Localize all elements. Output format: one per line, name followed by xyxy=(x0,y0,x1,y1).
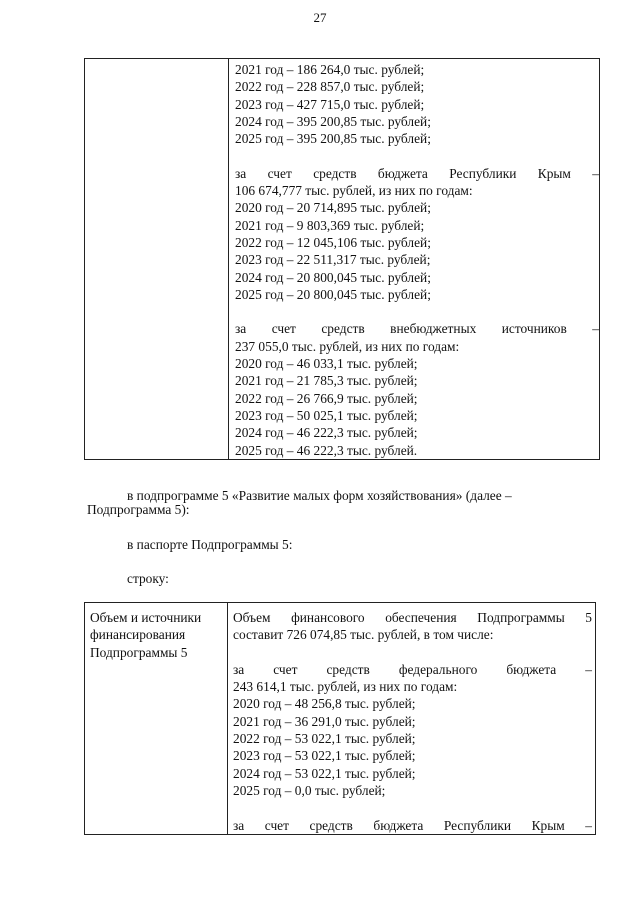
subprogram5-paragraph-cont: Подпрограмма 5): xyxy=(87,502,190,517)
year-line: 2024 год – 20 800,045 тыс. рублей; xyxy=(235,269,431,285)
year-line: 2025 год – 20 800,045 тыс. рублей; xyxy=(235,286,431,302)
year-line: 2023 год – 427 715,0 тыс. рублей; xyxy=(235,96,425,112)
federal-budget-heading: за счет средств федерального бюджета – xyxy=(233,661,592,677)
year-line: 2024 год – 53 022,1 тыс. рублей; xyxy=(233,765,416,781)
year-line: 2022 год – 26 766,9 тыс. рублей; xyxy=(235,390,418,406)
passport-paragraph: в паспорте Подпрограммы 5: xyxy=(127,537,293,552)
year-line: 2020 год – 20 714,895 тыс. рублей; xyxy=(235,200,431,216)
year-line: 2021 год – 9 803,369 тыс. рублей; xyxy=(235,217,425,233)
year-line: 2023 год – 53 022,1 тыс. рублей; xyxy=(233,748,416,764)
extrabudgetary-heading: за счет средств внебюджетных источников – xyxy=(235,321,599,337)
year-line: 2022 год – 12 045,106 тыс. рублей; xyxy=(235,234,431,250)
year-line: 2023 год – 22 511,317 тыс. рублей; xyxy=(235,252,431,268)
row-paragraph: строку: xyxy=(127,571,169,586)
year-line: 2023 год – 50 025,1 тыс. рублей; xyxy=(235,407,418,423)
table-label-cell xyxy=(85,603,228,835)
funding-intro-total: составит 726 074,85 тыс. рублей, в том числе: xyxy=(233,627,494,643)
funding-intro-heading: Объем финансового обеспечения Подпрограммы 5 xyxy=(233,610,592,625)
year-line: 2024 год – 395 200,85 тыс. рублей; xyxy=(235,113,431,129)
year-line: 2021 год – 186 264,0 тыс. рублей; xyxy=(235,62,425,77)
subprogram5-paragraph: в подпрограмме 5 «Развитие малых форм хозяйствования» (далее – xyxy=(127,488,512,503)
table-value-cell xyxy=(228,603,596,835)
table-value-cell xyxy=(229,59,600,460)
year-line: 2022 год – 228 857,0 тыс. рублей; xyxy=(235,79,425,95)
year-line: 2024 год – 46 222,3 тыс. рублей; xyxy=(235,425,418,441)
label-line: финансирования xyxy=(90,627,186,643)
funding-table-subprogram5 xyxy=(84,602,596,835)
year-line: 2025 год – 46 222,3 тыс. рублей. xyxy=(235,442,418,458)
year-line: 2020 год – 46 033,1 тыс. рублей; xyxy=(235,356,418,372)
year-line: 2025 год – 0,0 тыс. рублей; xyxy=(233,782,386,798)
table-label-cell-empty xyxy=(85,59,229,460)
federal-budget-total: 243 614,1 тыс. рублей, из них по годам: xyxy=(233,679,458,695)
year-line: 2021 год – 36 291,0 тыс. рублей; xyxy=(233,713,416,729)
year-line: 2025 год – 395 200,85 тыс. рублей; xyxy=(235,131,431,147)
crimea-budget-heading: за счет средств бюджета Республики Крым – xyxy=(235,165,599,181)
year-line: 2020 год – 48 256,8 тыс. рублей; xyxy=(233,696,416,712)
page-number: 27 xyxy=(313,10,327,25)
label-line: Объем и источники xyxy=(90,610,202,625)
crimea-budget-total: 106 674,777 тыс. рублей, из них по годам: xyxy=(235,183,473,199)
year-line: 2021 год – 21 785,3 тыс. рублей; xyxy=(235,373,418,389)
extrabudgetary-total: 237 055,0 тыс. рублей, из них по годам: xyxy=(235,338,460,354)
year-line: 2022 год – 53 022,1 тыс. рублей; xyxy=(233,731,416,747)
label-line: Подпрограммы 5 xyxy=(90,644,188,660)
funding-table-continued xyxy=(84,58,600,460)
crimea-budget-heading: за счет средств бюджета Республики Крым – xyxy=(233,817,592,833)
